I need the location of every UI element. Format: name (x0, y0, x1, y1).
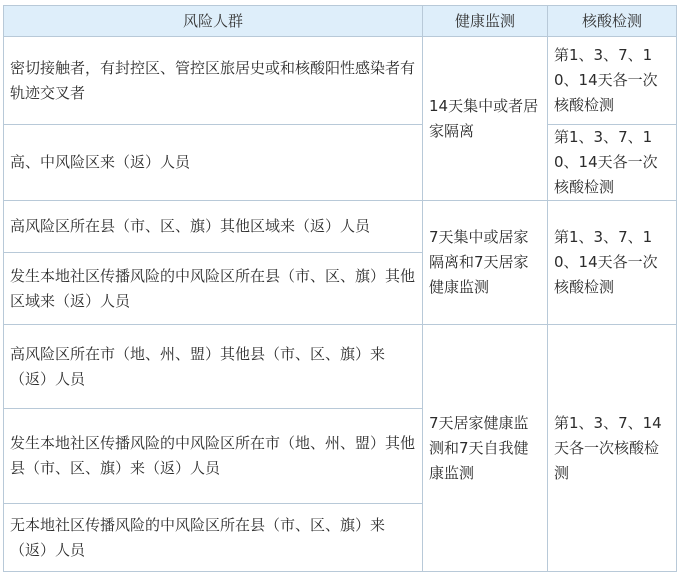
nucleic-acid-test-cell: 第1、3、7、14天各一次核酸检测 (548, 325, 677, 572)
header-nucleic-acid-test: 核酸检测 (548, 6, 677, 37)
risk-group-cell: 密切接触者，有封控区、管控区旅居史或和核酸阳性感染者有轨迹交叉者 (4, 37, 423, 125)
table-row (4, 125, 677, 201)
nucleic-acid-test-cell: 第1、3、7、10、14天各一次核酸检测 (548, 37, 677, 125)
health-monitoring-cell: 7天居家健康监测和7天自我健康监测 (423, 325, 548, 572)
risk-group-cell: 高、中风险区来（返）人员 (4, 125, 423, 201)
nucleic-acid-test-cell: 第1、3、7、10、14天各一次核酸检测 (548, 201, 677, 325)
table-row (4, 325, 677, 409)
nucleic-acid-test-cell: 第1、3、7、10、14天各一次核酸检测 (548, 125, 677, 201)
header-health-monitoring: 健康监测 (423, 6, 548, 37)
table-row (4, 37, 677, 125)
risk-group-table (3, 5, 677, 572)
risk-group-cell: 无本地社区传播风险的中风险区所在县（市、区、旗）来（返）人员 (4, 504, 423, 572)
risk-group-cell: 高风险区所在市（地、州、盟）其他县（市、区、旗）来（返）人员 (4, 325, 423, 409)
table-header-row (4, 6, 677, 37)
header-risk-group: 风险人群 (4, 6, 423, 37)
health-monitoring-cell: 14天集中或者居家隔离 (423, 37, 548, 201)
health-monitoring-cell: 7天集中或居家隔离和7天居家健康监测 (423, 201, 548, 325)
risk-group-cell: 发生本地社区传播风险的中风险区所在县（市、区、旗）其他区域来（返）人员 (4, 253, 423, 325)
risk-group-cell: 高风险区所在县（市、区、旗）其他区域来（返）人员 (4, 201, 423, 253)
risk-group-cell: 发生本地社区传播风险的中风险区所在市（地、州、盟）其他县（市、区、旗）来（返）人员 (4, 409, 423, 504)
table-row (4, 201, 677, 253)
